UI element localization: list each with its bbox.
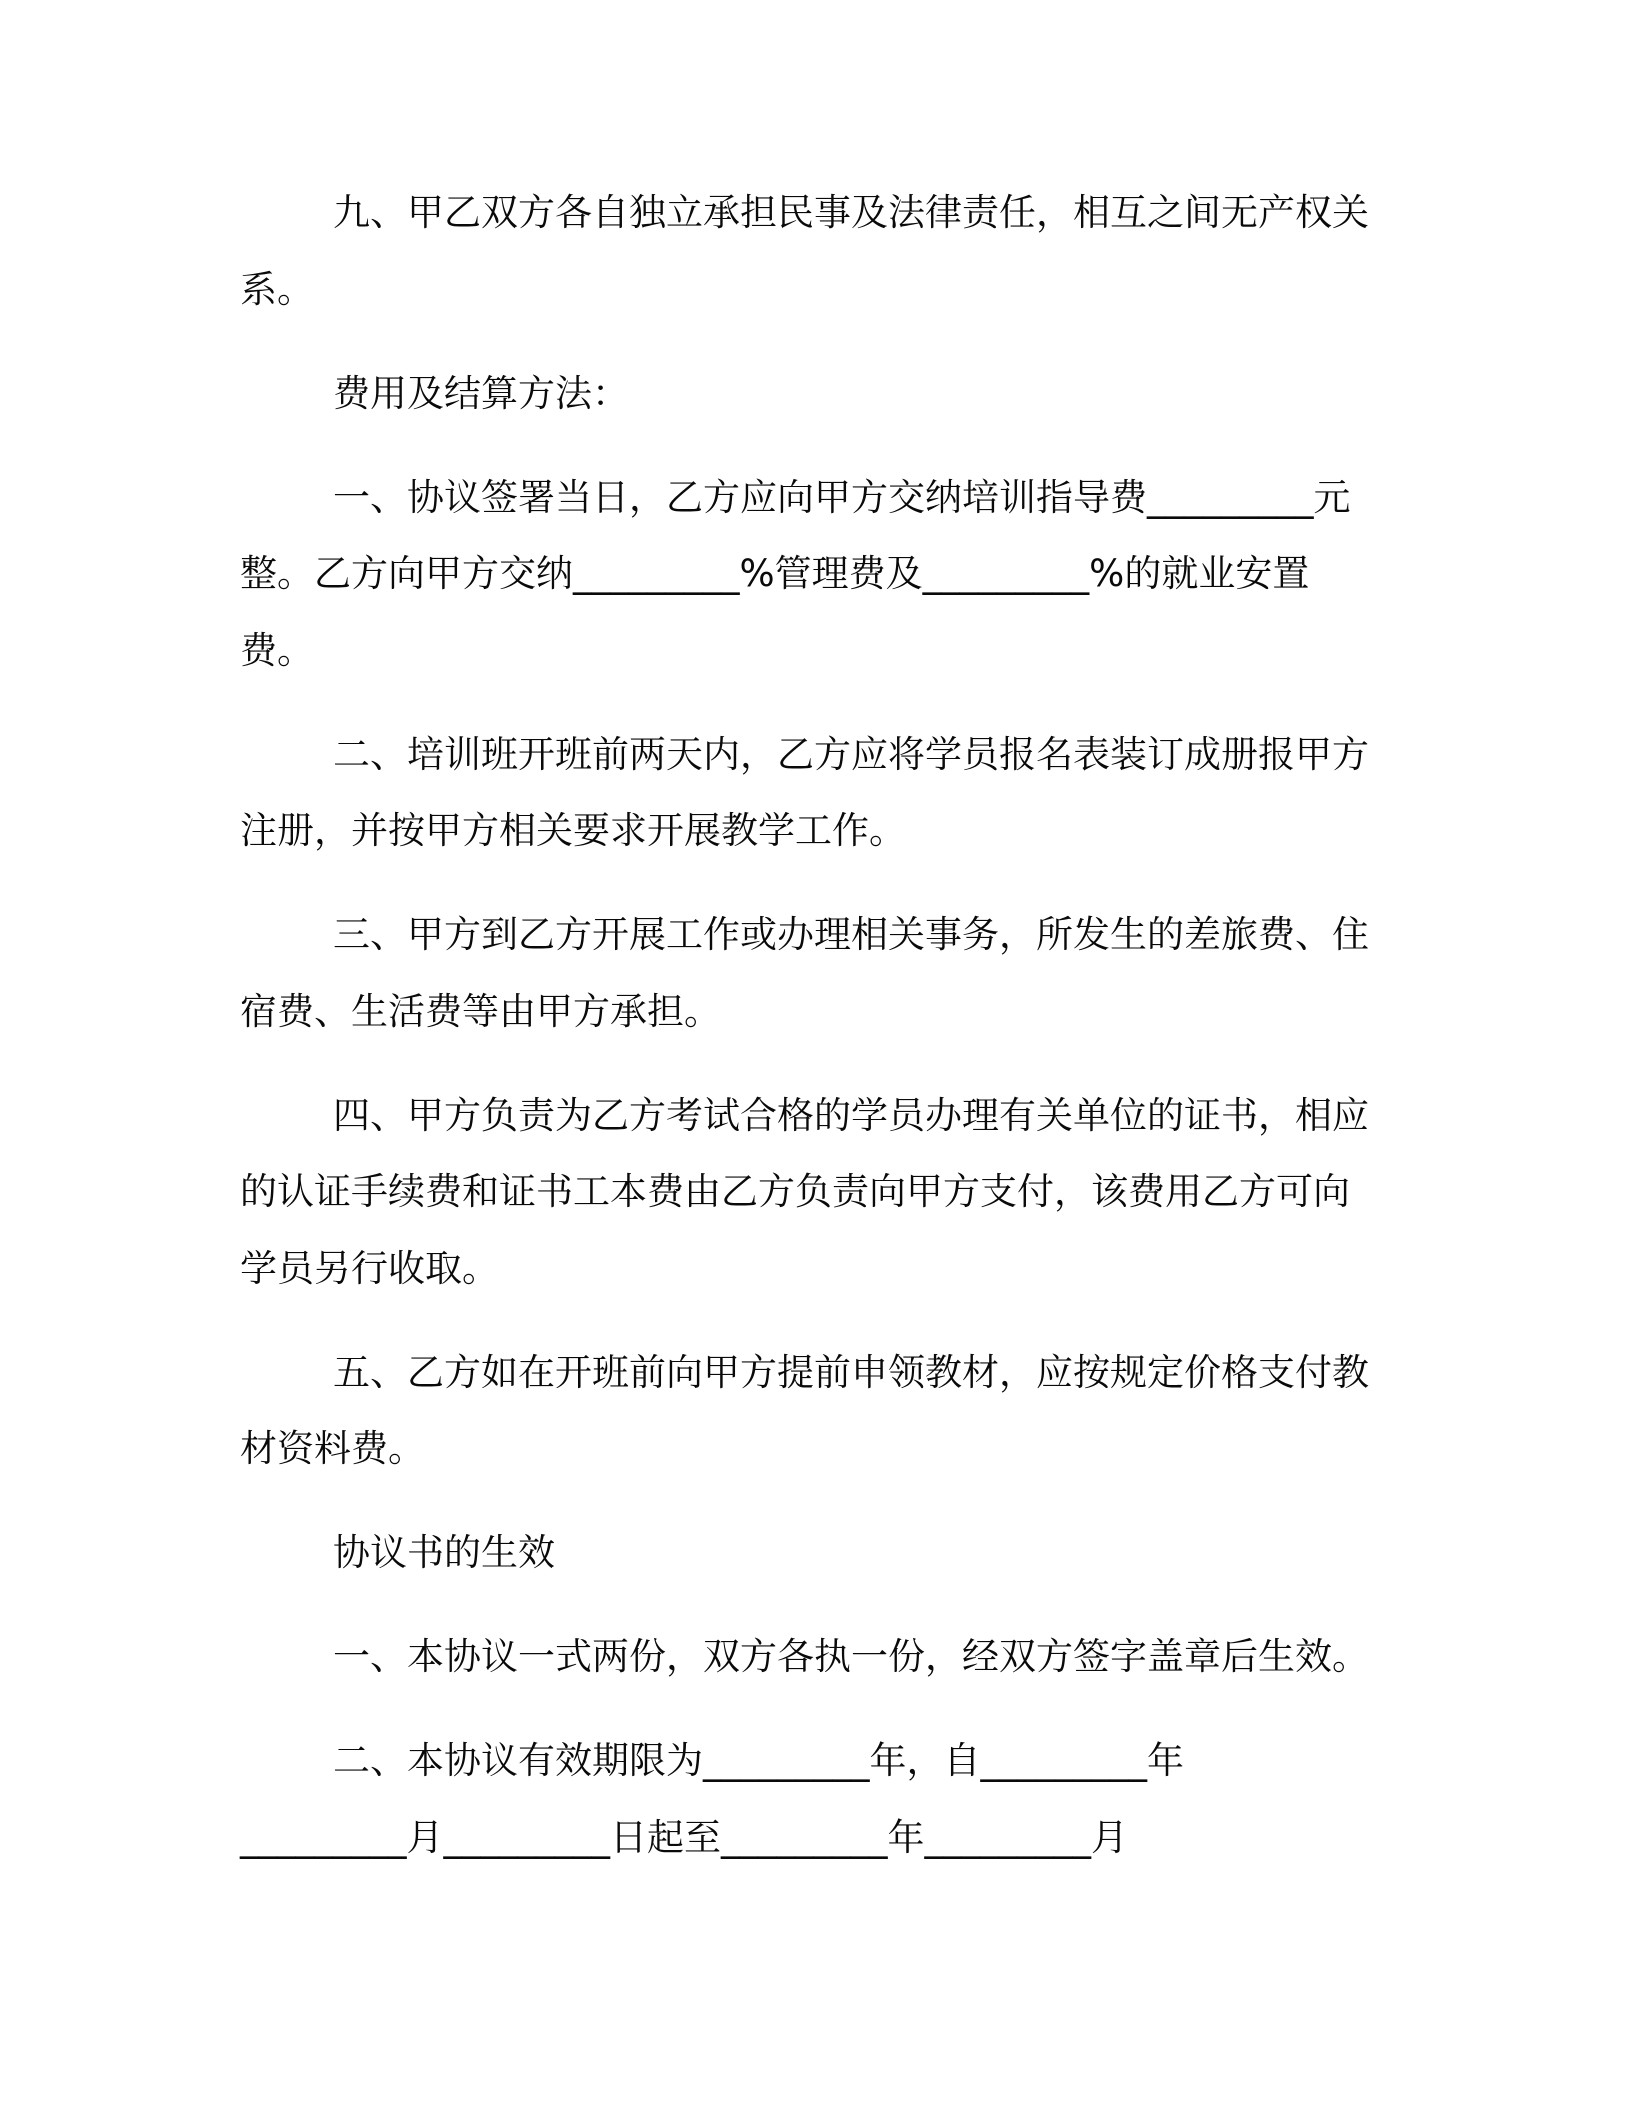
paragraph-line: 整。乙方向甲方交纳_________%管理费及_________%的就业安置	[240, 552, 1310, 595]
paragraph-line: 二、本协议有效期限为_________年，自_________年	[333, 1739, 1184, 1782]
fees-section-heading	[240, 356, 1480, 433]
fee-clause-2	[240, 717, 1480, 870]
paragraph-line: 学员另行收取。	[240, 1246, 499, 1290]
paragraph-line: _________月_________日起至_________年_________月	[240, 1815, 1128, 1859]
fee-clause-3	[240, 897, 1480, 1050]
effect-clause-2	[240, 1723, 1480, 1876]
paragraph-line: 五、乙方如在开班前向甲方提前申领教材，应按规定价格支付教	[333, 1350, 1369, 1394]
paragraph-line: 二、培训班开班前两天内，乙方应将学员报名表装订成册报甲方	[333, 732, 1369, 776]
section-heading-text: 协议书的生效	[333, 1531, 555, 1574]
paragraph-line: 系。	[240, 267, 314, 311]
fee-clause-4	[240, 1078, 1480, 1308]
document-body	[240, 175, 1480, 1876]
paragraph-line: 费。	[240, 628, 314, 672]
paragraph-line: 一、协议签署当日，乙方应向甲方交纳培训指导费_________元	[333, 475, 1351, 519]
paragraph-line: 的认证手续费和证书工本费由乙方负责向甲方支付，该费用乙方可向	[240, 1170, 1350, 1213]
paragraph-line: 九、甲乙双方各自独立承担民事及法律责任，相互之间无产权关	[333, 191, 1369, 234]
fee-clause-5	[240, 1335, 1480, 1488]
paragraph-line: 材资料费。	[240, 1427, 425, 1470]
section-heading-text: 费用及结算方法：	[333, 371, 629, 415]
effect-clause-1	[240, 1619, 1480, 1696]
clause-nine-paragraph	[240, 175, 1480, 328]
effect-section-heading	[240, 1515, 1480, 1592]
paragraph-line: 三、甲方到乙方开展工作或办理相关事务，所发生的差旅费、住	[333, 913, 1369, 956]
paragraph-line: 宿费、生活费等由甲方承担。	[240, 989, 721, 1033]
fee-clause-1	[240, 460, 1480, 690]
paragraph-line: 四、甲方负责为乙方考试合格的学员办理有关单位的证书，相应	[333, 1093, 1369, 1137]
paragraph-line: 注册，并按甲方相关要求开展教学工作。	[240, 809, 906, 852]
paragraph-line: 一、本协议一式两份，双方各执一份，经双方签字盖章后生效。	[333, 1635, 1369, 1678]
